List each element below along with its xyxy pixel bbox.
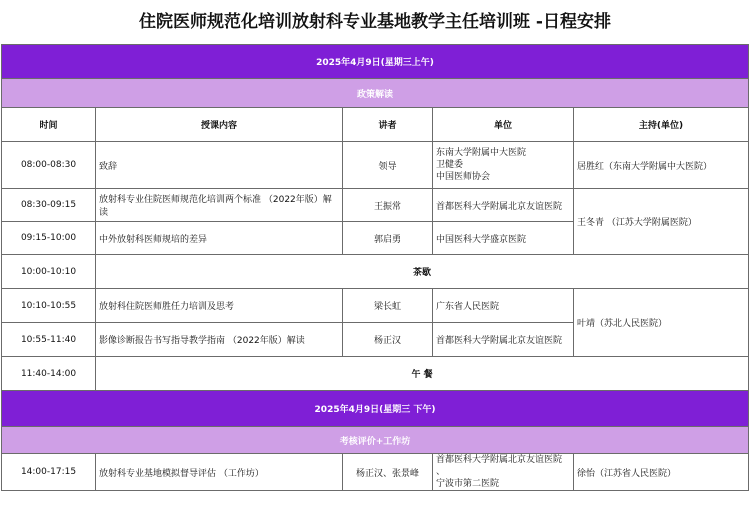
row-speaker: 梁长虹	[343, 289, 433, 323]
table-row	[2, 189, 749, 222]
unit-line: 宁波市第二医院	[436, 479, 500, 489]
am-date-row	[2, 45, 749, 79]
schedule-table	[1, 44, 749, 491]
row-content: 中外放射科医师规培的差异	[96, 222, 343, 255]
unit-line: 卫健委	[436, 160, 464, 170]
lunch-time: 11:40-14:00	[2, 357, 96, 391]
row-unit	[433, 142, 574, 189]
row-unit: 广东省人民医院	[433, 289, 574, 323]
header-time: 时间	[2, 108, 96, 142]
header-row	[2, 108, 749, 142]
table-row	[2, 289, 749, 323]
unit-line: 首都医科大学附属北京友谊医院 、	[436, 455, 563, 477]
header-content: 授课内容	[96, 108, 343, 142]
row-content: 放射科专业住院医师规范化培训两个标准 （2022年版）解读	[96, 189, 343, 222]
row-unit: 中国医科大学盛京医院	[433, 222, 574, 255]
table-row	[2, 454, 749, 491]
pm-date-row	[2, 391, 749, 427]
row-content: 放射科住院医师胜任力培训及思考	[96, 289, 343, 323]
row-time: 08:00-08:30	[2, 142, 96, 189]
row-unit	[433, 454, 574, 491]
unit-line: 东南大学附属中大医院	[436, 148, 527, 158]
header-speaker: 讲者	[343, 108, 433, 142]
pm-date: 2025年4月9日(星期三 下午)	[2, 391, 749, 427]
row-host: 居胜红（东南大学附属中大医院）	[574, 142, 749, 189]
unit-line: 中国医师协会	[436, 172, 491, 182]
page-title: 住院医师规范化培训放射科专业基地教学主任培训班 -日程安排	[139, 12, 611, 32]
row-speaker: 杨正汉	[343, 323, 433, 357]
break-time: 10:00-10:10	[2, 255, 96, 289]
row-time: 10:10-10:55	[2, 289, 96, 323]
lunch-row	[2, 357, 749, 391]
row-time: 14:00-17:15	[2, 454, 96, 491]
am-section-row	[2, 79, 749, 108]
header-host: 主持(单位)	[574, 108, 749, 142]
row-host: 王冬青 （江苏大学附属医院）	[574, 189, 749, 255]
row-host: 叶靖（苏北人民医院）	[574, 289, 749, 357]
am-date: 2025年4月9日(星期三上午)	[2, 45, 749, 79]
am-section-title: 政策解读	[2, 79, 749, 108]
row-content: 影像诊断报告书写指导教学指南 （2022年版）解读	[96, 323, 343, 357]
row-unit: 首都医科大学附属北京友谊医院	[433, 189, 574, 222]
row-unit: 首都医科大学附属北京友谊医院	[433, 323, 574, 357]
table-row	[2, 142, 749, 189]
break-row	[2, 255, 749, 289]
row-time: 09:15-10:00	[2, 222, 96, 255]
row-time: 08:30-09:15	[2, 189, 96, 222]
row-speaker: 领导	[343, 142, 433, 189]
row-host: 徐怡（江苏省人民医院）	[574, 454, 749, 491]
row-speaker: 王振常	[343, 189, 433, 222]
break-label: 茶歇	[96, 255, 749, 289]
row-content: 放射科专业基地模拟督导评估 （工作坊）	[96, 454, 343, 491]
row-speaker: 杨正汉、张景峰	[343, 454, 433, 491]
row-content: 致辞	[96, 142, 343, 189]
row-time: 10:55-11:40	[2, 323, 96, 357]
row-speaker: 郭启勇	[343, 222, 433, 255]
header-unit: 单位	[433, 108, 574, 142]
pm-section-title: 考核评价+工作坊	[2, 427, 749, 454]
lunch-label: 午 餐	[96, 357, 749, 391]
pm-section-row	[2, 427, 749, 454]
